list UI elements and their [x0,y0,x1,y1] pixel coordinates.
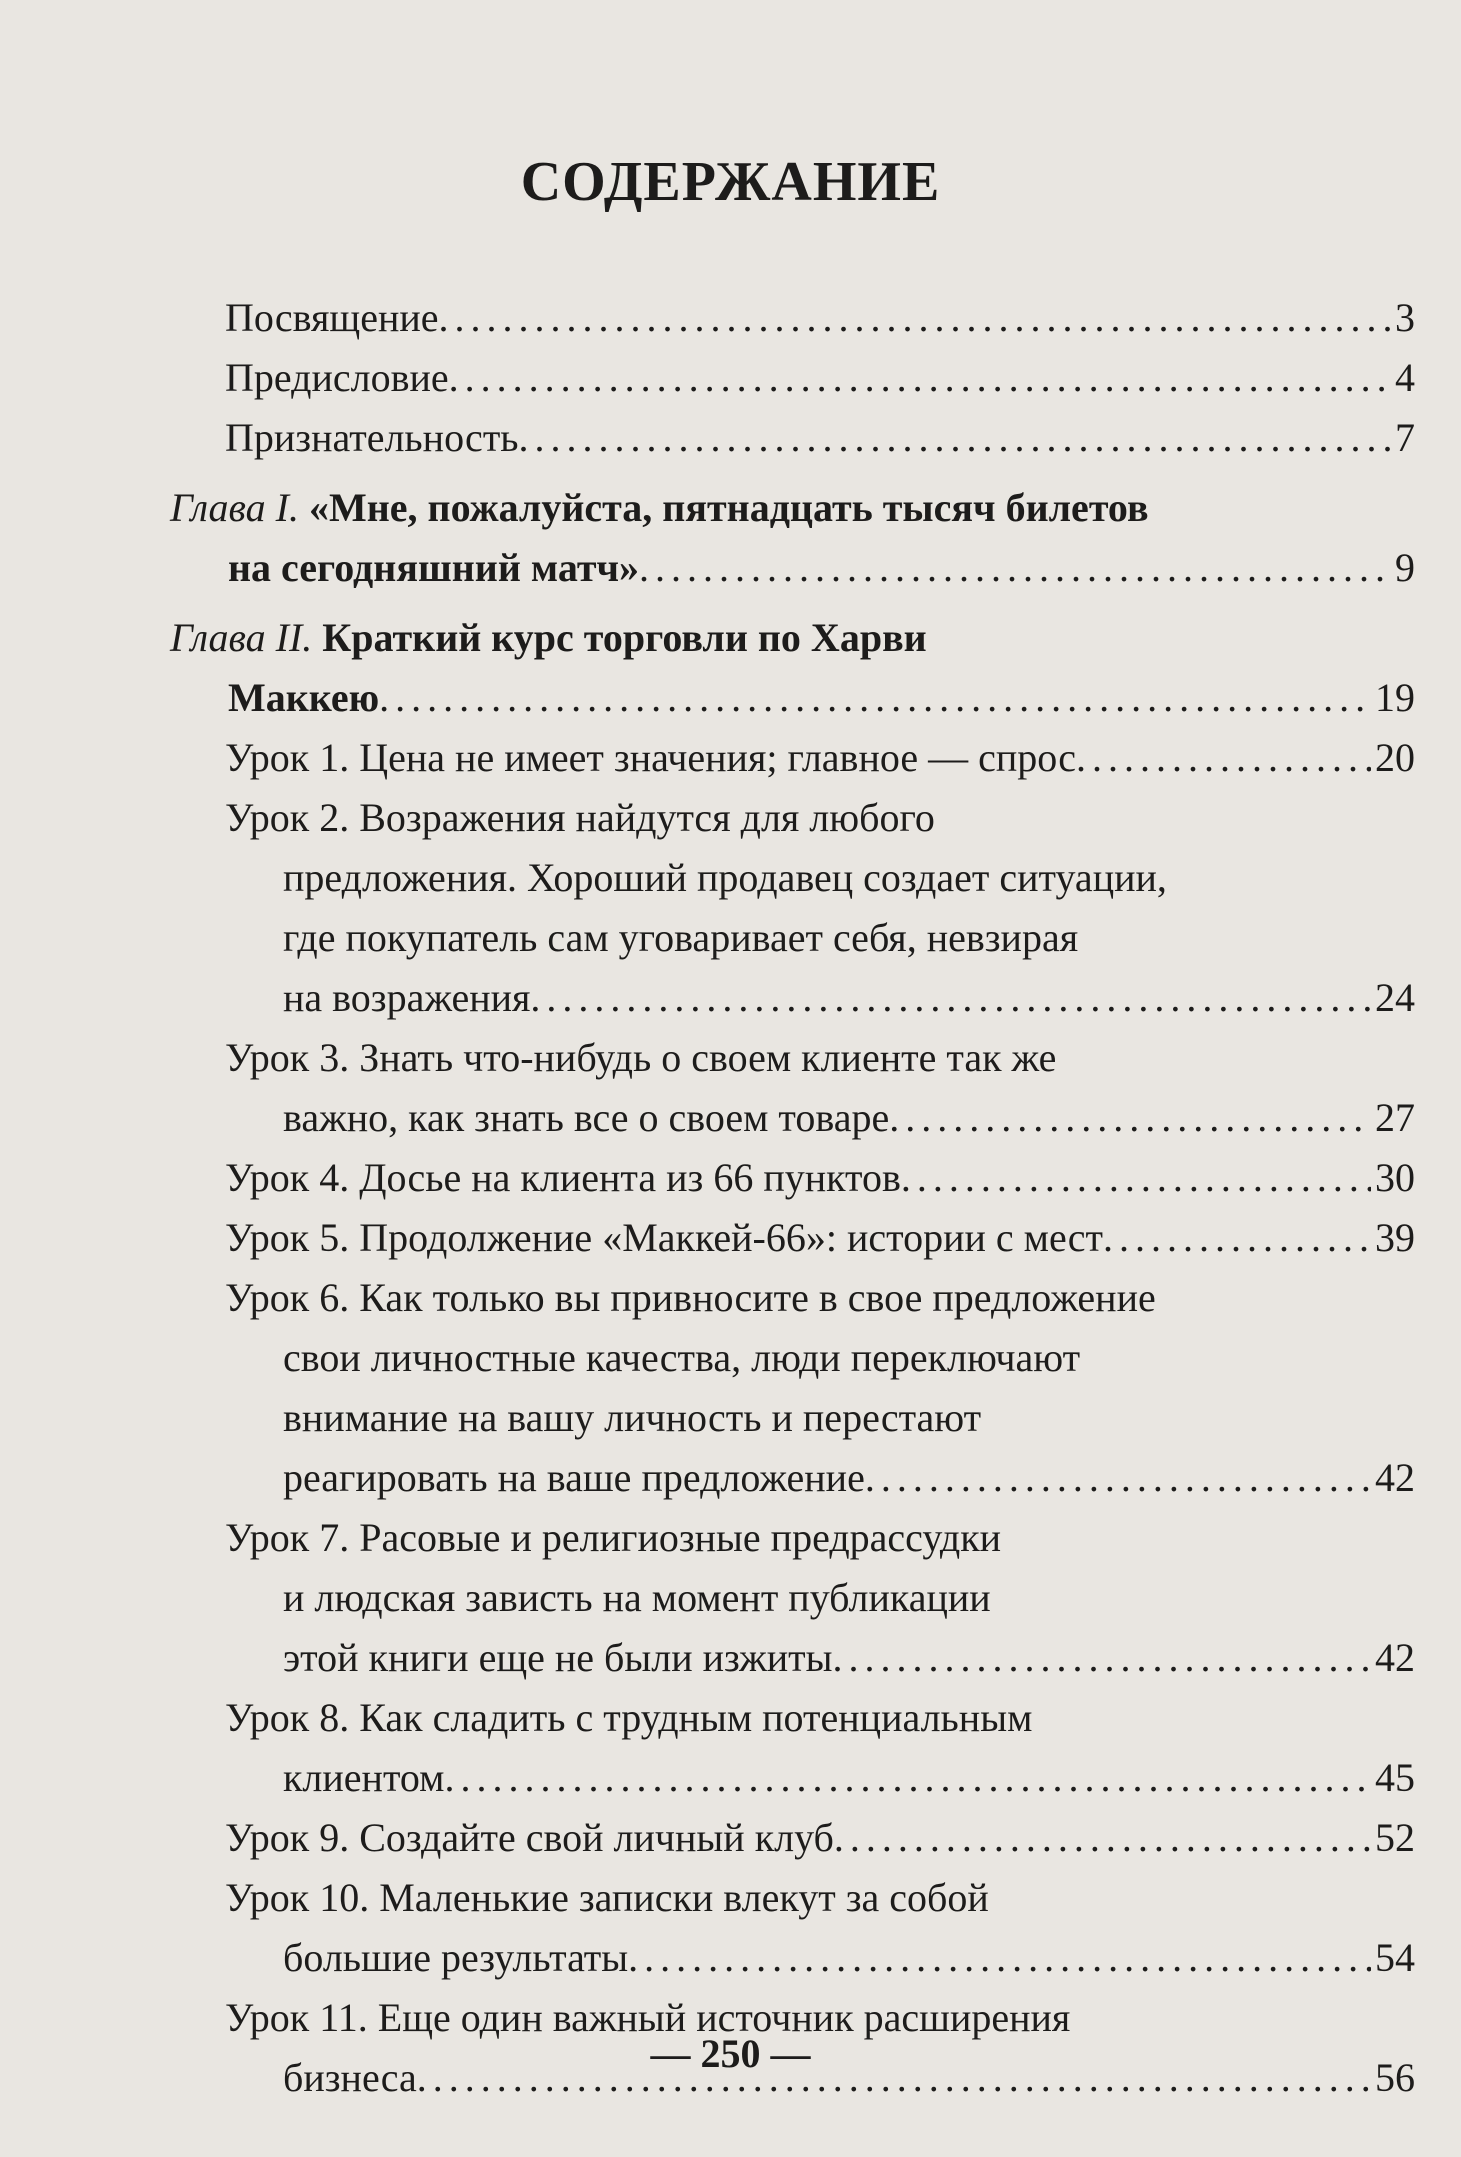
page-number: 52 [1375,1815,1415,1860]
lesson-title: Урок 9. Создайте свой личный клуб [225,1815,834,1860]
table-of-contents [170,288,1415,2108]
chapter-label: Глава I. [170,485,299,530]
chapter-title-line: Краткий курс торговли по Харви [322,615,927,660]
entry-title: Посвящение [225,295,439,340]
toc-entry-acknowledgments [225,408,1415,468]
leader-dots [449,348,1391,408]
folio-dash-left: — [650,2031,691,2076]
lesson-title: Урок 11. Еще один важный источник расширения [225,1995,1071,2040]
toc-entry-lesson-9 [225,1808,1415,1868]
lesson-title-continued: этой книги еще не были изжиты [283,1635,833,1680]
page-folio [0,2030,1461,2077]
lesson-title-continued: где покупатель сам уговаривает себя, невзирая [283,915,1079,960]
lesson-title: Урок 1. Цена не имеет значения; главное — спрос [225,735,1076,780]
lesson-title: Урок 8. Как сладить с трудным потенциальным [225,1695,1033,1740]
page-number: 19 [1375,675,1415,720]
toc-entry-lesson-6 [225,1268,1415,1508]
leader-dots [889,1088,1371,1148]
toc-entry-lesson-7 [225,1508,1415,1688]
page-number: 42 [1375,1455,1415,1500]
entry-title: Признательность [225,415,519,460]
toc-entry-lesson-8 [225,1688,1415,1808]
chapter-title-line: на сегодняшний матч» [228,545,640,590]
lesson-title-continued: и людская зависть на момент публикации [283,1575,991,1620]
lesson-title-continued: важно, как знать все о своем товаре [283,1095,890,1140]
leader-dots [519,408,1391,468]
toc-entry-chapter-1 [170,478,1415,598]
toc-entry-preface [225,348,1415,408]
chapter-label: Глава II. [170,615,313,660]
page-number: 7 [1395,415,1415,460]
page-number: 20 [1375,735,1415,780]
lesson-title: Урок 4. Досье на клиента из 66 пунктов [225,1155,901,1200]
lesson-title-continued: клиентом [283,1755,445,1800]
leader-dots [1103,1208,1371,1268]
page-number: 4 [1395,355,1415,400]
toc-entry-lesson-1 [225,728,1415,788]
lesson-title: Урок 3. Знать что-нибудь о своем клиенте так же [225,1035,1057,1080]
page-number: 56 [1375,2055,1415,2100]
toc-entry-chapter-2 [170,608,1415,728]
lesson-title: Урок 10. Маленькие записки влекут за собой [225,1875,989,1920]
toc-entry-dedication [225,288,1415,348]
lesson-title-continued: большие результаты [283,1935,629,1980]
lesson-title: Урок 5. Продолжение «Маккей-66»: истории с мест [225,1215,1103,1260]
lesson-title-continued: предложения. Хороший продавец создает ситуации, [283,855,1167,900]
page-number: 45 [1375,1755,1415,1800]
page-number: 42 [1375,1635,1415,1680]
page-number: 54 [1375,1935,1415,1980]
folio-number: 250 [700,2031,761,2076]
lesson-title-continued: реагировать на ваше предложение [283,1455,865,1500]
leader-dots [901,1148,1371,1208]
toc-entry-lesson-10 [225,1868,1415,1988]
lesson-title-continued: на возражения [283,975,531,1020]
leader-dots [444,1748,1371,1808]
leader-dots [530,968,1371,1028]
entry-title: Предисловие [225,355,449,400]
leader-dots [379,668,1371,728]
leader-dots [865,1448,1371,1508]
page-number: 24 [1375,975,1415,1020]
leader-dots [628,1928,1371,1988]
toc-entry-lesson-2 [225,788,1415,1028]
page-number: 9 [1395,545,1415,590]
leader-dots [834,1808,1371,1868]
toc-entry-lesson-3 [225,1028,1415,1148]
leader-dots [1076,728,1371,788]
lesson-title-continued: внимание на вашу личность и перестают [283,1395,982,1440]
page-number: 3 [1395,295,1415,340]
lesson-title-continued: свои личностные качества, люди переключают [283,1335,1081,1380]
lesson-title: Урок 6. Как только вы привносите в свое предложение [225,1275,1156,1320]
page-title: СОДЕРЖАНИЕ [520,151,941,213]
lesson-title: Урок 7. Расовые и религиозные предрассудки [225,1515,1002,1560]
page-number: 27 [1375,1095,1415,1140]
folio-dash-right: — [770,2031,811,2076]
chapter-title-line: «Мне, пожалуйста, пятнадцать тысяч билетов [308,485,1149,530]
page-number: 30 [1375,1155,1415,1200]
leader-dots [639,538,1391,598]
chapter-title-line: Маккею [228,675,380,720]
toc-entry-lesson-4 [225,1148,1415,1208]
page-number: 39 [1375,1215,1415,1260]
leader-dots [833,1628,1371,1688]
lesson-title-continued: бизнеса [283,2055,417,2100]
lesson-title: Урок 2. Возражения найдутся для любого [225,795,935,840]
leader-dots [439,288,1391,348]
toc-entry-lesson-5 [225,1208,1415,1268]
